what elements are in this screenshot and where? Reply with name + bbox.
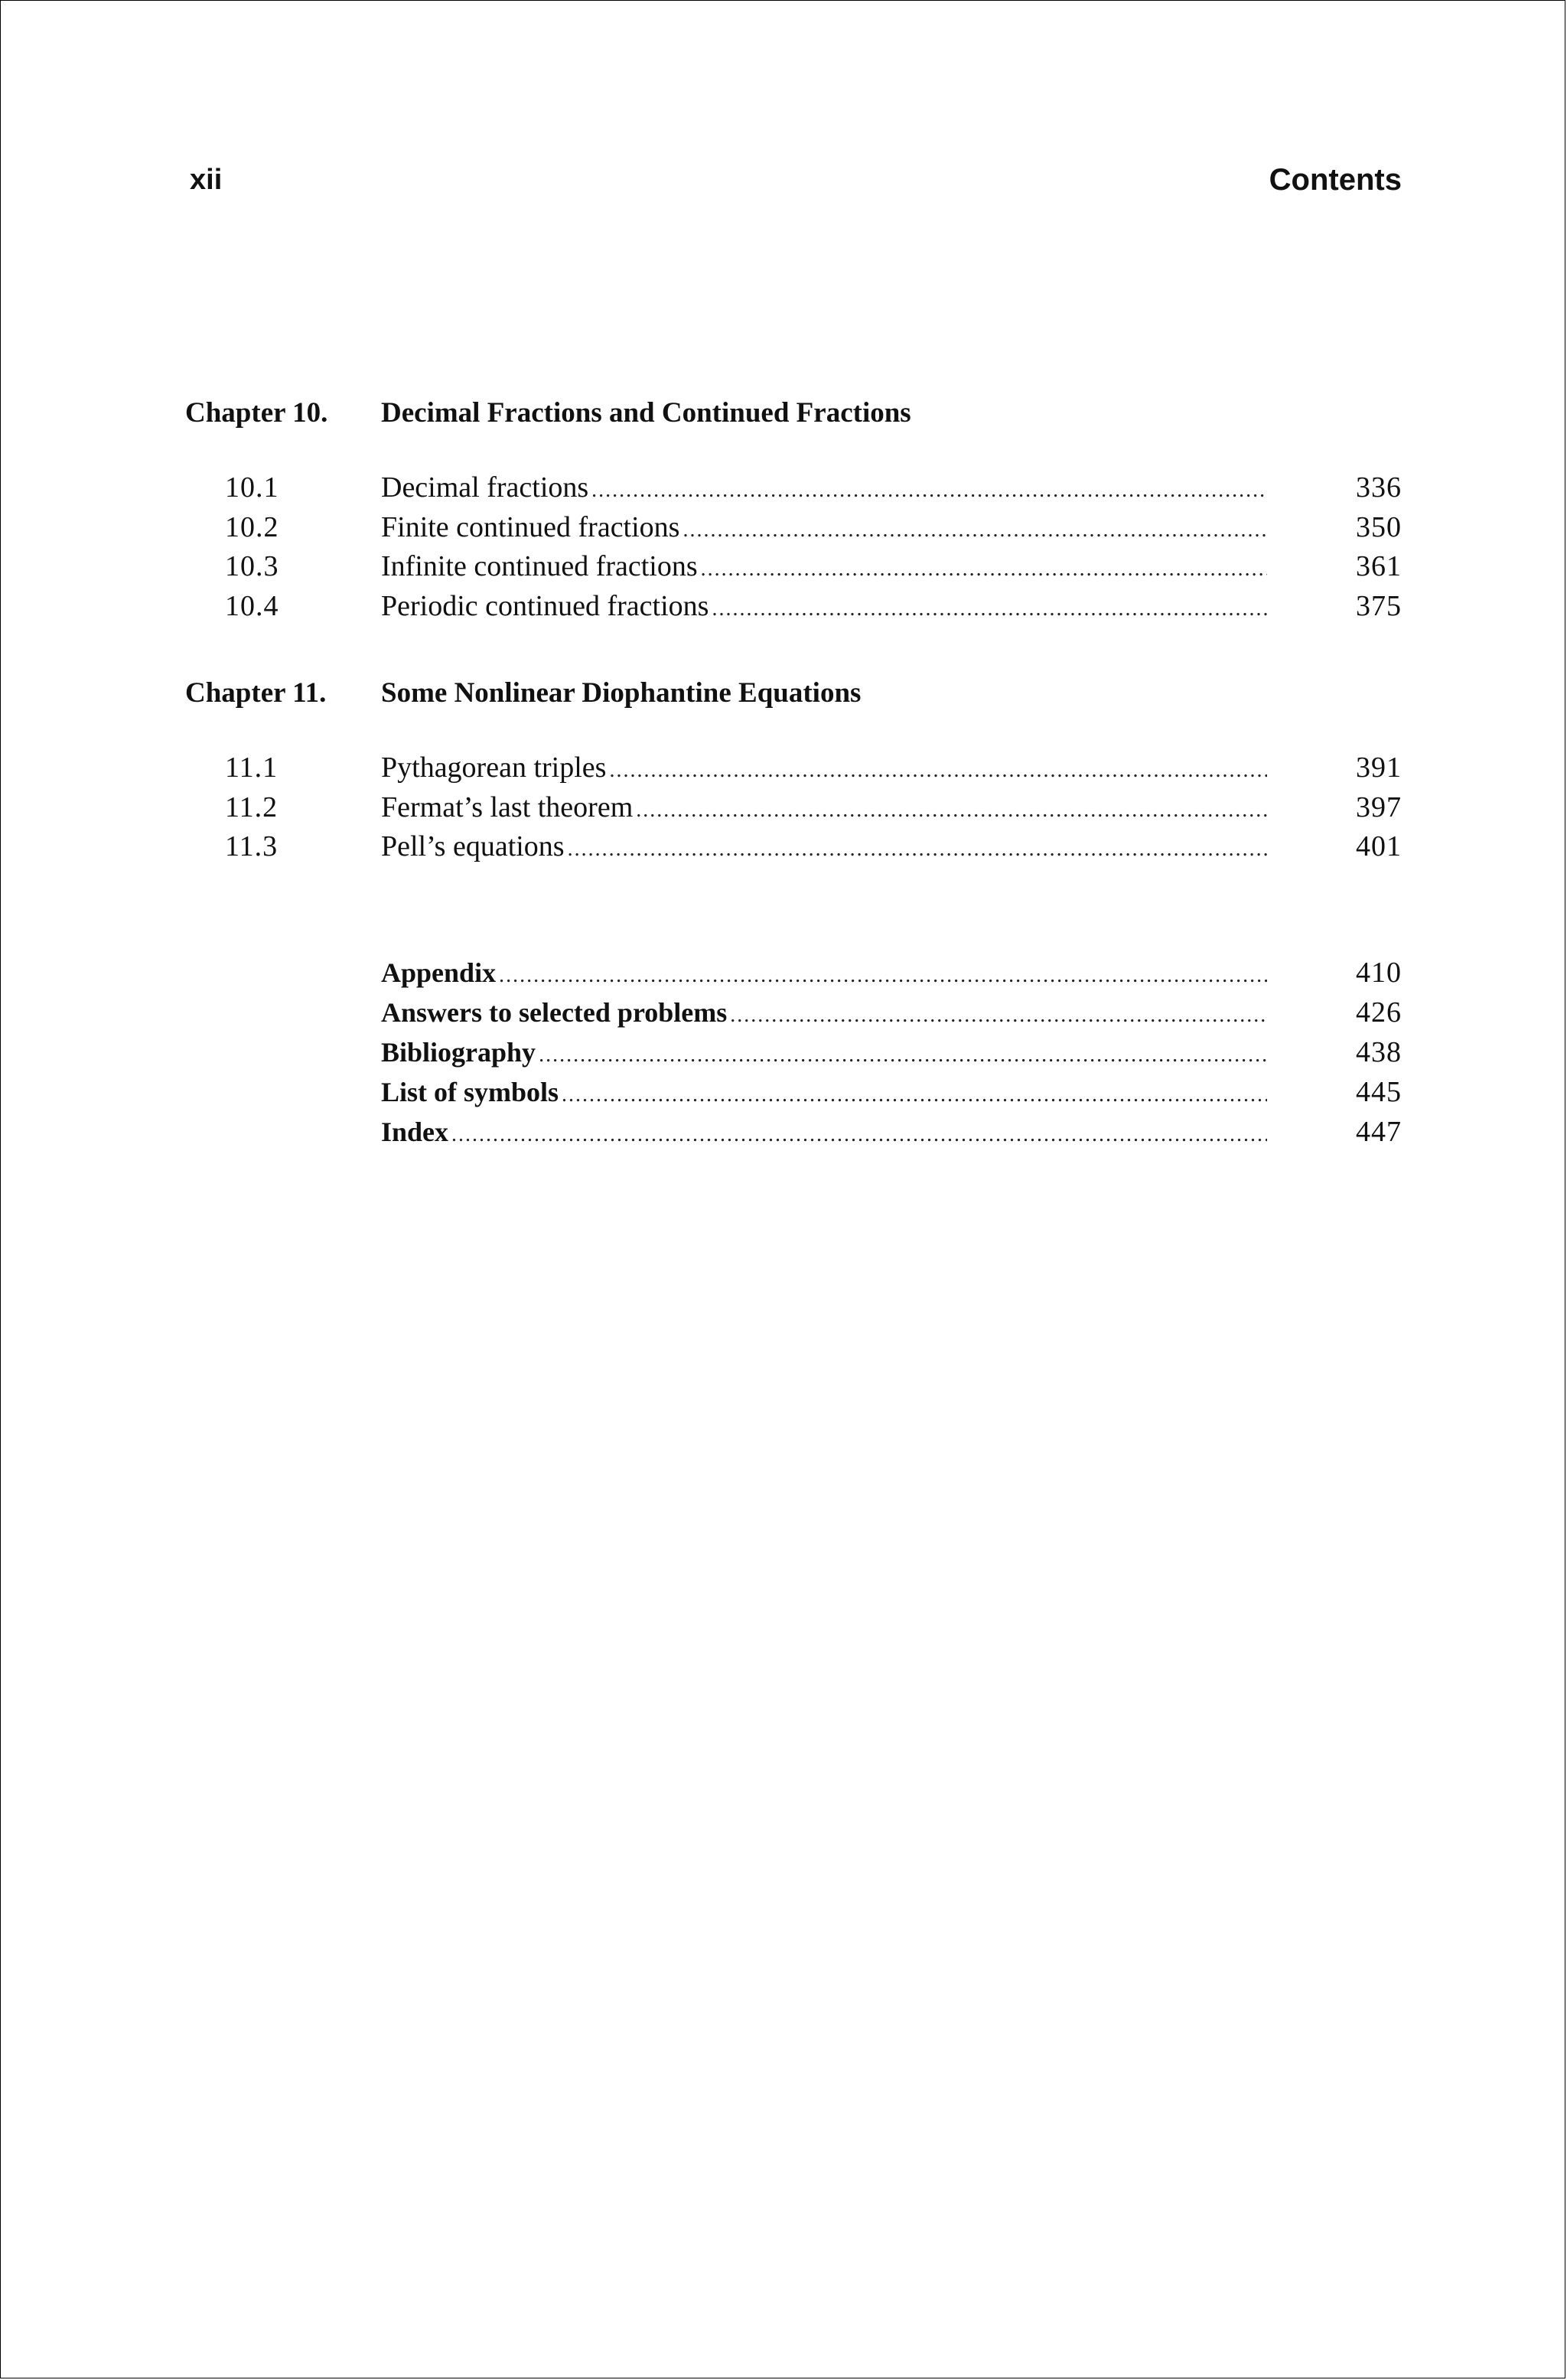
dot-leader [451, 1115, 1267, 1155]
section-number: 10.1 [225, 471, 279, 504]
section-number: 11.1 [225, 751, 279, 784]
toc-entry [381, 788, 1267, 830]
page-reference: 447 [1356, 1115, 1402, 1148]
backmatter-title: Appendix [381, 957, 497, 988]
page-reference: 438 [1356, 1035, 1402, 1068]
toc-row[interactable] [185, 993, 1402, 1032]
section-number: 10.3 [225, 550, 279, 582]
toc-row[interactable] [185, 1032, 1402, 1072]
page-reference: 375 [1356, 589, 1402, 622]
page-reference: 350 [1356, 510, 1402, 543]
section-title: Fermat’s last theorem [381, 791, 634, 823]
toc-row[interactable] [185, 953, 1402, 993]
section-title: Pell’s equations [381, 830, 565, 862]
toc-row[interactable] [185, 827, 1402, 867]
backmatter-list [185, 953, 1402, 1152]
chapter-label: Chapter 11. [185, 677, 327, 709]
toc-entry [381, 1112, 1267, 1155]
toc-row[interactable] [185, 1072, 1402, 1112]
toc-entry [381, 547, 1267, 589]
page-reference: 336 [1356, 471, 1402, 504]
toc-row[interactable] [185, 748, 1402, 788]
running-title: Contents [1269, 163, 1402, 197]
backmatter-title: List of symbols [381, 1076, 559, 1107]
section-title: Decimal fractions [381, 471, 589, 504]
section-title: Periodic continued fractions [381, 589, 709, 622]
backmatter-title: Bibliography [381, 1036, 536, 1068]
table-of-contents [185, 390, 1402, 1152]
dot-leader [562, 1075, 1267, 1115]
dot-leader [609, 751, 1267, 791]
chapter-heading [185, 670, 1402, 716]
toc-row[interactable] [185, 547, 1402, 587]
toc-row[interactable] [185, 788, 1402, 828]
toc-row[interactable] [185, 468, 1402, 508]
toc-entry [381, 508, 1267, 550]
page-reference: 426 [1356, 996, 1402, 1029]
toc-entry [381, 1032, 1267, 1075]
dot-leader [636, 791, 1267, 830]
dot-leader [568, 830, 1267, 869]
chapter-11-block [185, 670, 1402, 867]
dot-leader [499, 956, 1267, 996]
running-head [190, 157, 1402, 203]
section-title: Infinite continued fractions [381, 550, 698, 582]
page-reference: 401 [1356, 830, 1402, 862]
toc-entry [381, 468, 1267, 510]
toc-row[interactable] [185, 508, 1402, 548]
section-number: 11.3 [225, 830, 279, 862]
backmatter-title: Index [381, 1116, 449, 1147]
toc-entry [381, 993, 1267, 1035]
dot-leader [701, 549, 1267, 589]
page-reference: 397 [1356, 791, 1402, 823]
section-number: 10.4 [225, 589, 279, 622]
chapter-title: Some Nonlinear Diophantine Equations [381, 677, 862, 709]
page-reference: 361 [1356, 550, 1402, 582]
dot-leader [591, 471, 1267, 510]
section-number: 11.2 [225, 791, 279, 823]
section-title: Finite continued fractions [381, 510, 680, 543]
chapter-label: Chapter 10. [185, 397, 328, 429]
dot-leader [730, 996, 1267, 1035]
section-list [185, 748, 1402, 867]
toc-entry [381, 953, 1267, 996]
toc-entry [381, 587, 1267, 629]
backmatter-title: Answers to selected problems [381, 996, 728, 1028]
toc-entry [381, 827, 1267, 869]
chapter-title: Decimal Fractions and Continued Fractions [381, 397, 911, 429]
section-title: Pythagorean triples [381, 751, 607, 784]
dot-leader [712, 589, 1267, 629]
toc-row[interactable] [185, 587, 1402, 627]
page-reference: 410 [1356, 956, 1402, 989]
section-number: 10.2 [225, 510, 279, 543]
toc-entry [381, 748, 1267, 791]
section-list [185, 468, 1402, 626]
toc-entry [381, 1072, 1267, 1115]
dot-leader [683, 510, 1267, 550]
chapter-10-block [185, 390, 1402, 626]
page-reference: 391 [1356, 751, 1402, 784]
toc-row[interactable] [185, 1112, 1402, 1152]
page-number: xii [190, 164, 223, 196]
dot-leader [539, 1035, 1267, 1075]
page-reference: 445 [1356, 1075, 1402, 1108]
chapter-heading [185, 390, 1402, 436]
